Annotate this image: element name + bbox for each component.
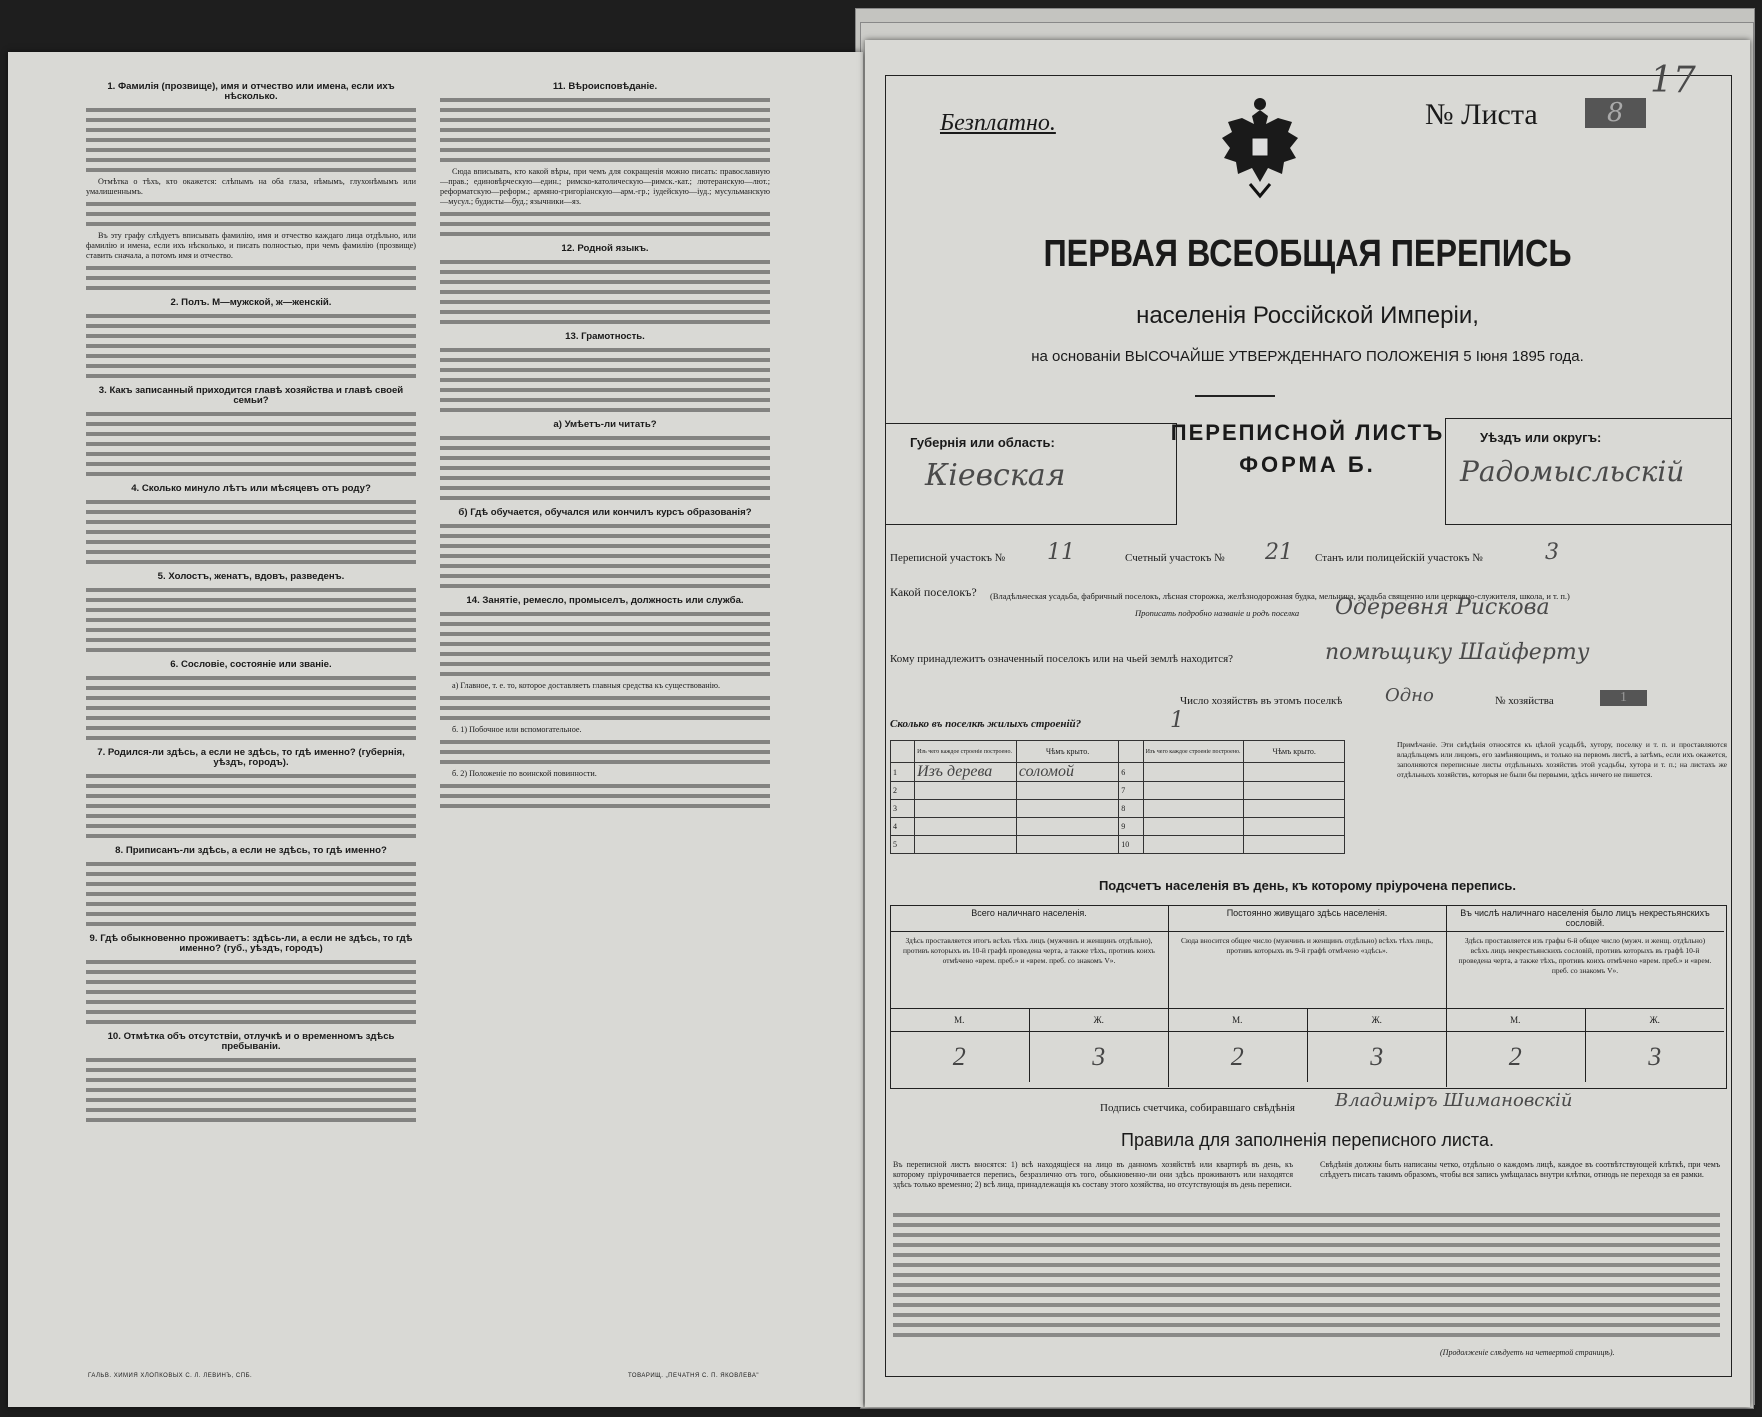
building-roof — [1244, 836, 1345, 854]
instruction-paragraph: а) Главное, т. е. то, которое доставляетъ главныя средства къ существованію. — [452, 681, 721, 690]
owner-label: Кому принадлежитъ означенный поселокъ или на чьей землѣ находится? — [890, 653, 1234, 665]
instruction-heading: 13. Грамотность. — [565, 331, 645, 342]
population-column — [1446, 905, 1724, 1087]
instruction-heading: 11. Вѣроисповѣданіе. — [552, 81, 658, 92]
building-number: 8 — [1119, 800, 1143, 818]
building-roof — [1016, 836, 1118, 854]
male-count: 2 — [890, 1032, 1030, 1082]
households-value: Одно — [1385, 685, 1434, 706]
population-count-title: Подсчетъ населенія въ день, къ которому пріурочена перепись. — [1098, 878, 1517, 893]
uezd-value: Радомысльскій — [1460, 455, 1685, 488]
instruction-text-filler — [440, 95, 770, 165]
instruction-text-filler — [86, 585, 416, 655]
male-count: 2 — [1168, 1032, 1308, 1082]
form-title: ПЕРЕПИСНОЙ ЛИСТЪ — [1170, 420, 1445, 445]
buildings-value: 1 — [1170, 708, 1184, 733]
form-name: ФОРМА Б. — [1239, 452, 1376, 477]
bld-header-material-2: Изъ чего каждое строеніе построено. — [1143, 741, 1244, 763]
building-row — [891, 818, 1345, 836]
building-roof — [1244, 818, 1345, 836]
instruction-paragraph: б. 1) Побочное или вспомогательное. — [452, 725, 582, 734]
bld-header-roof-2: Чѣмъ крыто. — [1244, 741, 1345, 763]
building-row — [891, 763, 1345, 782]
population-column-head: Въ числѣ наличнаго населенія было лицъ некрестьянскихъ сословій. — [1446, 905, 1724, 932]
building-material — [915, 836, 1017, 854]
households-label: Число хозяйствъ въ этомъ поселкѣ — [1180, 695, 1343, 707]
rules-title: Правила для заполненія переписного листа. — [1121, 1130, 1494, 1150]
building-material — [915, 818, 1017, 836]
building-material — [1143, 836, 1244, 854]
instruction-text-filler — [86, 673, 416, 743]
rules-filler — [893, 1210, 1720, 1340]
population-column — [890, 905, 1169, 1087]
population-column-text: Сюда вносится общее число (мужчинъ и женщинъ отдѣльно) всѣхъ тѣхъ лицъ, противъ которыхъ въ 9-й графѣ отмѣчено «здѣсь». — [1168, 932, 1446, 1009]
instruction-heading: 8. Приписанъ-ли здѣсь, а если не здѣсь, то гдѣ именно? — [115, 845, 387, 856]
instruction-heading: 5. Холостъ, женатъ, вдовъ, разведенъ. — [157, 571, 345, 582]
instruction-heading: 6. Сословіе, состояніе или званіе. — [170, 659, 332, 670]
building-material — [915, 782, 1017, 800]
building-material — [1143, 782, 1244, 800]
building-number: 5 — [891, 836, 915, 854]
instruction-text-filler — [440, 257, 770, 327]
instruction-heading: 14. Занятіе, ремесло, промыселъ, должность или служба. — [466, 595, 744, 606]
buildings-table — [890, 740, 1345, 854]
gubernia-label: Губернія или область: — [910, 435, 1055, 450]
building-number: 7 — [1119, 782, 1143, 800]
instruction-text-filler — [440, 737, 770, 767]
building-row — [891, 800, 1345, 818]
uezd-label: Уѣздъ или округъ: — [1480, 430, 1602, 445]
building-material — [1143, 818, 1244, 836]
gubernia-value: Кіевская — [925, 458, 1066, 493]
instruction-text-filler — [86, 771, 416, 841]
instruction-heading: а) Умѣетъ-ли читать? — [553, 419, 657, 430]
stan-label: Станъ или полицейскій участокъ № — [1315, 552, 1483, 564]
settlement-label: Какой поселокъ? — [890, 585, 977, 599]
bld-header-material: Изъ чего каждое строеніе построено. — [915, 741, 1017, 763]
population-column-head: Постоянно живущаго здѣсь населенія. — [1168, 905, 1446, 932]
female-count: 3 — [1092, 1042, 1106, 1071]
household-number-label: № хозяйства — [1495, 695, 1554, 707]
rules-text-left: Въ переписной листъ вносятся: 1) всѣ находящіеся на лицо въ данномъ хозяйствѣ или квартирѣ въ день, къ которому пріурочивается перепись, безразлично отъ того, обыкновенно-ли они здѣсь проживаютъ или находятся здѣсь только временно; 2) всѣ лица, принадлежащія къ составу этого хозяйства, но отсутствующія въ день переписи. — [893, 1160, 1293, 1189]
instructions-page — [8, 52, 863, 1407]
signature-value: Владиміръ Шимановскій — [1335, 1090, 1573, 1111]
instruction-paragraph: Отмѣтка о тѣхъ, кто окажется: слѣпымъ на оба глаза, нѣмымъ, глухонѣмымъ или умалишеннымъ. — [86, 177, 416, 196]
building-roof — [1244, 763, 1345, 782]
building-row — [891, 836, 1345, 854]
female-count: 3 — [1648, 1042, 1662, 1071]
stan-value: 3 — [1545, 540, 1559, 565]
printer-imprint-left: ГАЛЬВ. ХИМИЯ ХЛОПКОВЫХ С. Л. ЛЕВИНЪ, СПБ. — [88, 1373, 253, 1379]
building-material — [915, 800, 1017, 818]
building-row — [891, 782, 1345, 800]
instruction-text-filler — [86, 497, 416, 567]
household-number-value: 1 — [1600, 690, 1647, 706]
instruction-paragraph: Въ эту графу слѣдуетъ вписывать фамилію, имя и отчество каждаго лица отдѣльно, или фамилію и имена, если ихъ нѣсколько, и писать полностью, при чемъ фамилію (прозвище) ставить сначала, а потомъ имя и отчество. — [86, 231, 416, 260]
instructions-column-1 — [86, 77, 416, 1347]
census-form-page — [865, 40, 1750, 1407]
precinct-label: Переписной участокъ № — [890, 552, 1006, 564]
building-roof — [1244, 782, 1345, 800]
instruction-text-filler — [86, 1055, 416, 1125]
instruction-text-filler — [86, 859, 416, 929]
population-column-head: Всего наличнаго населенія. — [890, 905, 1168, 932]
instruction-heading: 3. Какъ записанный приходится главѣ хозяйства и главѣ своей семьи? — [98, 385, 404, 406]
instruction-heading: 12. Родной языкъ. — [561, 243, 649, 254]
building-roof — [1016, 782, 1118, 800]
female-count: 3 — [1370, 1042, 1384, 1071]
rules-continued: (Продолженіе слѣдуетъ на четвертой страницѣ). — [1440, 1348, 1615, 1357]
signature-label: Подпись счетчика, собиравшаго свѣдѣнія — [1100, 1102, 1295, 1114]
male-label: М. — [890, 1009, 1030, 1031]
precinct-value: 11 — [1047, 540, 1075, 565]
building-number: 10 — [1119, 836, 1143, 854]
instruction-text-filler — [86, 105, 416, 175]
male-label: М. — [1168, 1009, 1308, 1031]
instruction-text-filler — [86, 409, 416, 479]
free-of-charge-label: Безплатно. — [940, 110, 1056, 136]
settlement-hint-2: Прописать подробно названіе и родъ поселка — [1135, 608, 1300, 618]
building-number: 6 — [1119, 763, 1143, 782]
building-roof: соломой — [1016, 763, 1118, 782]
building-roof — [1244, 800, 1345, 818]
census-subtitle: населенія Россійской Имперіи, — [1136, 302, 1479, 329]
instruction-heading: 1. Фамилія (прозвище), имя и отчество или имена, если ихъ нѣсколько. — [107, 81, 395, 102]
instruction-heading: 7. Родился-ли здѣсь, а если не здѣсь, то гдѣ именно? (губернія, уѣздъ, городъ). — [97, 747, 405, 768]
population-column-text: Здѣсь проставляется изъ графы 6-й общее число (мужч. и женщ. отдѣльно) всѣхъ лицъ некрестьянскихъ сословій, противъ которыхъ въ графѣ 10-й проведена черта, а также тѣхъ, противъ коихъ отмѣчено «врем. преб.» и «врем. преб. со знакомъ V». — [1446, 932, 1724, 1009]
settlement-value: Одеревня Рискова — [1335, 595, 1550, 620]
population-column-text: Здѣсь проставляется итогъ всѣхъ тѣхъ лицъ (мужчинъ и женщинъ отдѣльно), противъ которыхъ въ 10-й графѣ проведена черта, а также тѣхъ, противъ коихъ отмѣчено «врем. преб.» и «врем. преб. со знакомъ V». — [890, 932, 1168, 1009]
sheet-number-value: 8 — [1585, 98, 1646, 128]
instruction-paragraph: б. 2) Положеніе по воинской повинности. — [452, 769, 597, 778]
building-number: 2 — [891, 782, 915, 800]
instruction-text-filler — [440, 433, 770, 503]
population-column — [1168, 905, 1447, 1087]
instruction-heading: 2. Полъ. М—мужской, ж—женскій. — [170, 297, 332, 308]
count-precinct-label: Счетный участокъ № — [1125, 552, 1225, 564]
title-divider — [1195, 395, 1275, 397]
building-number: 9 — [1119, 818, 1143, 836]
building-material — [1143, 800, 1244, 818]
building-number: 3 — [891, 800, 915, 818]
building-number: 4 — [891, 818, 915, 836]
count-precinct-value: 21 — [1265, 540, 1293, 565]
instruction-heading: 9. Гдѣ обыкновенно проживаетъ: здѣсь-ли, а если не здѣсь, то гдѣ именно? (губ., уѣздъ, городъ) — [89, 933, 413, 954]
instruction-heading: 10. Отмѣтка объ отсутствіи, отлучкѣ и о временномъ здѣсь пребываніи. — [107, 1031, 395, 1052]
instruction-paragraph: Сюда вписывать, кто какой вѣры, при чемъ для сокращенія можно писать: православную—прав.; единовѣрческую—един.; римско-католическую—римск.-кат.; лютеранскую—лют.; реформатскую—реформ.; армяно-григоріанскую—арм.-гр.; іудейскую—іуд.; мусульманскую—мусул.; будисты—буд.; язычники—яз. — [440, 167, 770, 206]
sheet-number-label: № Листа — [1425, 98, 1538, 131]
buildings-note: Примѣчаніе. Эти свѣдѣнія относятся къ цѣлой усадьбѣ, хутору, поселку и т. п. и проставляются владѣльцемъ или лицомъ, его замѣняющимъ, и только на первомъ листѣ, а затѣмъ, если ихъ окажется, заполняются переписные листы отдѣльныхъ хозяйствъ этой усадьбы, хутора и т. п.; на листахъ же отдѣльныхъ хозяйствъ, которыя не были бы первыми, здѣсь ничего не пишется. — [1397, 740, 1727, 779]
owner-value: помѣщику Шайферту — [1325, 640, 1590, 665]
instruction-text-filler — [86, 957, 416, 1027]
male-label: М. — [1446, 1009, 1586, 1031]
census-title: ПЕРВАЯ ВСЕОБЩАЯ ПЕРЕПИСЬ — [1043, 233, 1572, 275]
bld-header-roof: Чѣмъ крыто. — [1016, 741, 1118, 763]
instruction-text-filler — [440, 521, 770, 591]
instruction-heading: 4. Сколько минуло лѣтъ или мѣсяцевъ отъ роду? — [131, 483, 371, 494]
building-roof — [1016, 818, 1118, 836]
instructions-column-2 — [440, 77, 770, 1347]
instruction-text-filler — [440, 781, 770, 811]
instruction-text-filler — [86, 199, 416, 229]
instruction-heading: б) Гдѣ обучается, обучался или кончилъ курсъ образованія? — [458, 507, 752, 518]
instruction-text-filler — [440, 609, 770, 679]
instruction-text-filler — [440, 345, 770, 415]
male-count: 2 — [1446, 1032, 1586, 1082]
building-roof — [1016, 800, 1118, 818]
instruction-text-filler — [86, 263, 416, 293]
instruction-text-filler — [440, 209, 770, 239]
settlement-hint: (Владѣльческая усадьба, фабричный поселокъ, лѣсная сторожка, желѣзнодорожная будка, мельница, усадьба священно или церковно-служителя, школа, и т. п.) — [990, 591, 1570, 601]
building-material: Изъ дерева — [915, 763, 1017, 782]
rules-text-right: Свѣдѣнія должны быть написаны четко, отдѣльно о каждомъ лицѣ, каждое въ соотвѣтствующей клѣткѣ, при чемъ слѣдуетъ писать такимъ образомъ, чтобы вся запись умѣщалась внутри клѣтки, отнюдь не переходя за ея рамки. — [1320, 1160, 1720, 1179]
printer-imprint-right: ТОВАРИЩ. „ПЕЧАТНЯ С. П. ЯКОВЛЕВА" — [628, 1373, 760, 1379]
legal-basis: на основаніи ВЫСОЧАЙШЕ УТВЕРЖДЕННАГО ПОЛОЖЕНІЯ 5 Іюня 1895 года. — [1031, 348, 1584, 365]
female-label: Ж. — [1371, 1015, 1382, 1025]
female-label: Ж. — [1093, 1015, 1104, 1025]
archive-page-number: 17 — [1650, 60, 1696, 101]
building-material — [1143, 763, 1244, 782]
female-label: Ж. — [1649, 1015, 1660, 1025]
instruction-text-filler — [86, 311, 416, 381]
buildings-label: Сколько въ поселкѣ жилыхъ строеній? — [890, 718, 1082, 730]
coat-of-arms-icon — [1205, 92, 1315, 202]
instruction-text-filler — [440, 693, 770, 723]
building-number: 1 — [891, 763, 915, 782]
